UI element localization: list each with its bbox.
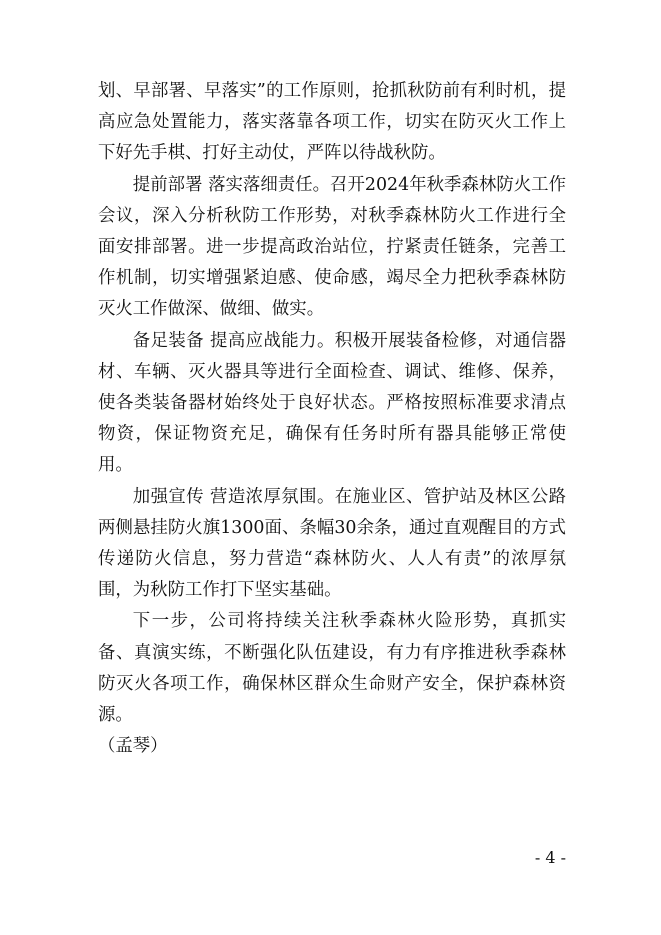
paragraph-lead: 备足装备 提高应战能力。	[132, 330, 335, 351]
paragraph-text: 在施业区、管护站及林区公路两侧悬挂防火旗1300面、条幅30余条，通过直观醒目的方式传递防火信息，努力营造“森林防火、人人有责”的浓厚氛围，为秋防工作打下坚实基础。	[98, 486, 566, 601]
paragraph-next-step	[98, 606, 566, 731]
paragraph-publicity	[98, 482, 566, 607]
paragraph-continuation	[98, 76, 566, 170]
paragraph-text: 召开2024年秋季森林防火工作会议，深入分析秋防工作形势，对秋季森林防火工作进行全面安排部署。进一步提高政治站位，拧紧责任链条，完善工作机制，切实增强紧迫感、使命感，竭尽全力把秋季森林防灭火工作做深、做细、做实。	[98, 174, 566, 320]
paragraph-equipment	[98, 326, 566, 482]
article-body	[98, 76, 566, 762]
paragraph-text: 积极开展装备检修，对通信器材、车辆、灭火器具等进行全面检查、调试、维修、保养，使各类装备器材始终处于良好状态。严格按照标准要求清点物资，保证物资充足，确保有任务时所有器具能够正常使用。	[98, 330, 566, 476]
paragraph-text: 下一步，公司将持续关注秋季森林火险形势，真抓实备、真演实练，不断强化队伍建设，有力有序推进秋季森林防灭火各项工作，确保林区群众生命财产安全，保护森林资源。	[98, 611, 566, 726]
paragraph-lead: 加强宣传 营造浓厚氛围。	[132, 486, 335, 507]
author-credit	[98, 731, 566, 762]
page-number: - 4 -	[534, 848, 566, 867]
paragraph-text: 划、早部署、早落实”的工作原则，抢抓秋防前有利时机，提高应急处置能力，落实落靠各项工作，切实在防灭火工作上下好先手棋、打好主动仗，严阵以待战秋防。	[98, 81, 566, 164]
paragraph-deployment	[98, 170, 566, 326]
paragraph-lead: 提前部署 落实落细责任。	[132, 174, 331, 195]
author-name: （孟琴）	[98, 736, 168, 757]
